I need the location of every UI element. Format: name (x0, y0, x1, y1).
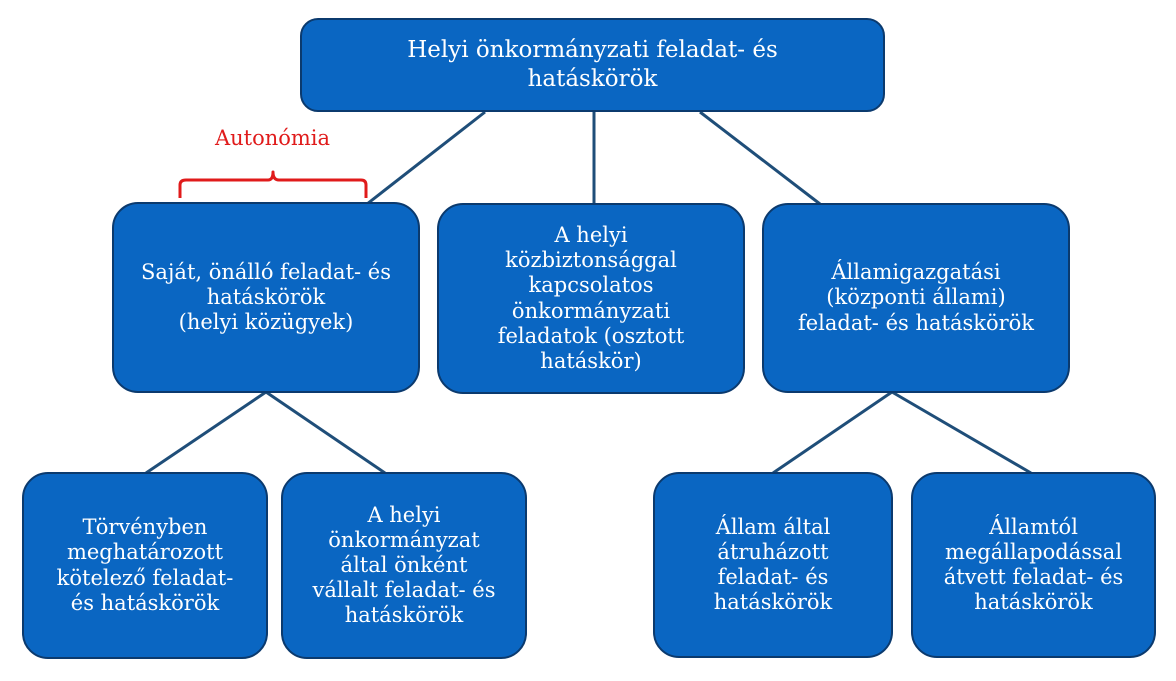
mandatory-tasks-node (22, 472, 268, 659)
mandatory-tasks-label: Törvényben meghatározott kötelező feladat- és hatáskörök (56, 515, 234, 615)
autonomia-label: Autonómia (214, 126, 331, 150)
voluntary-tasks-node (281, 472, 527, 659)
agreement-tasks-label: Államtól megállapodással átvett feladat- és hatáskörök (943, 514, 1124, 615)
connector-root-to-mid-left (367, 112, 485, 204)
voluntary-tasks-label: A helyi önkormányzat által önként vállalt feladat- és hatáskörök (312, 502, 496, 628)
root-node (300, 18, 885, 112)
autonomia-brace (180, 172, 366, 198)
own-tasks-node (112, 202, 420, 393)
connector-mid-right-to-bottom-4 (892, 392, 1031, 473)
public-safety-tasks-node (437, 203, 745, 394)
own-tasks-label: Saját, önálló feladat- és hatáskörök (helyi közügyek) (141, 259, 391, 335)
state-administration-node (762, 203, 1070, 393)
connector-mid-right-to-bottom-3 (773, 392, 892, 473)
transferred-tasks-label: Állam által átruházott feladat- és hatáskörök (713, 514, 833, 615)
agreement-tasks-node (911, 472, 1156, 658)
connector-root-to-mid-right (700, 112, 820, 204)
public-safety-tasks-label: A helyi közbiztonsággal kapcsolatos önkormányzati feladatok (osztott hatáskör) (497, 222, 685, 373)
transferred-tasks-node (653, 472, 893, 658)
state-administration-label: Államigazgatási (központi állami) feladat- és hatáskörök (797, 260, 1035, 335)
connector-mid-left-to-bottom-2 (266, 392, 385, 473)
connector-mid-left-to-bottom-1 (146, 392, 266, 473)
root-node-label: Helyi önkormányzati feladat- és hatáskörök (407, 37, 778, 92)
